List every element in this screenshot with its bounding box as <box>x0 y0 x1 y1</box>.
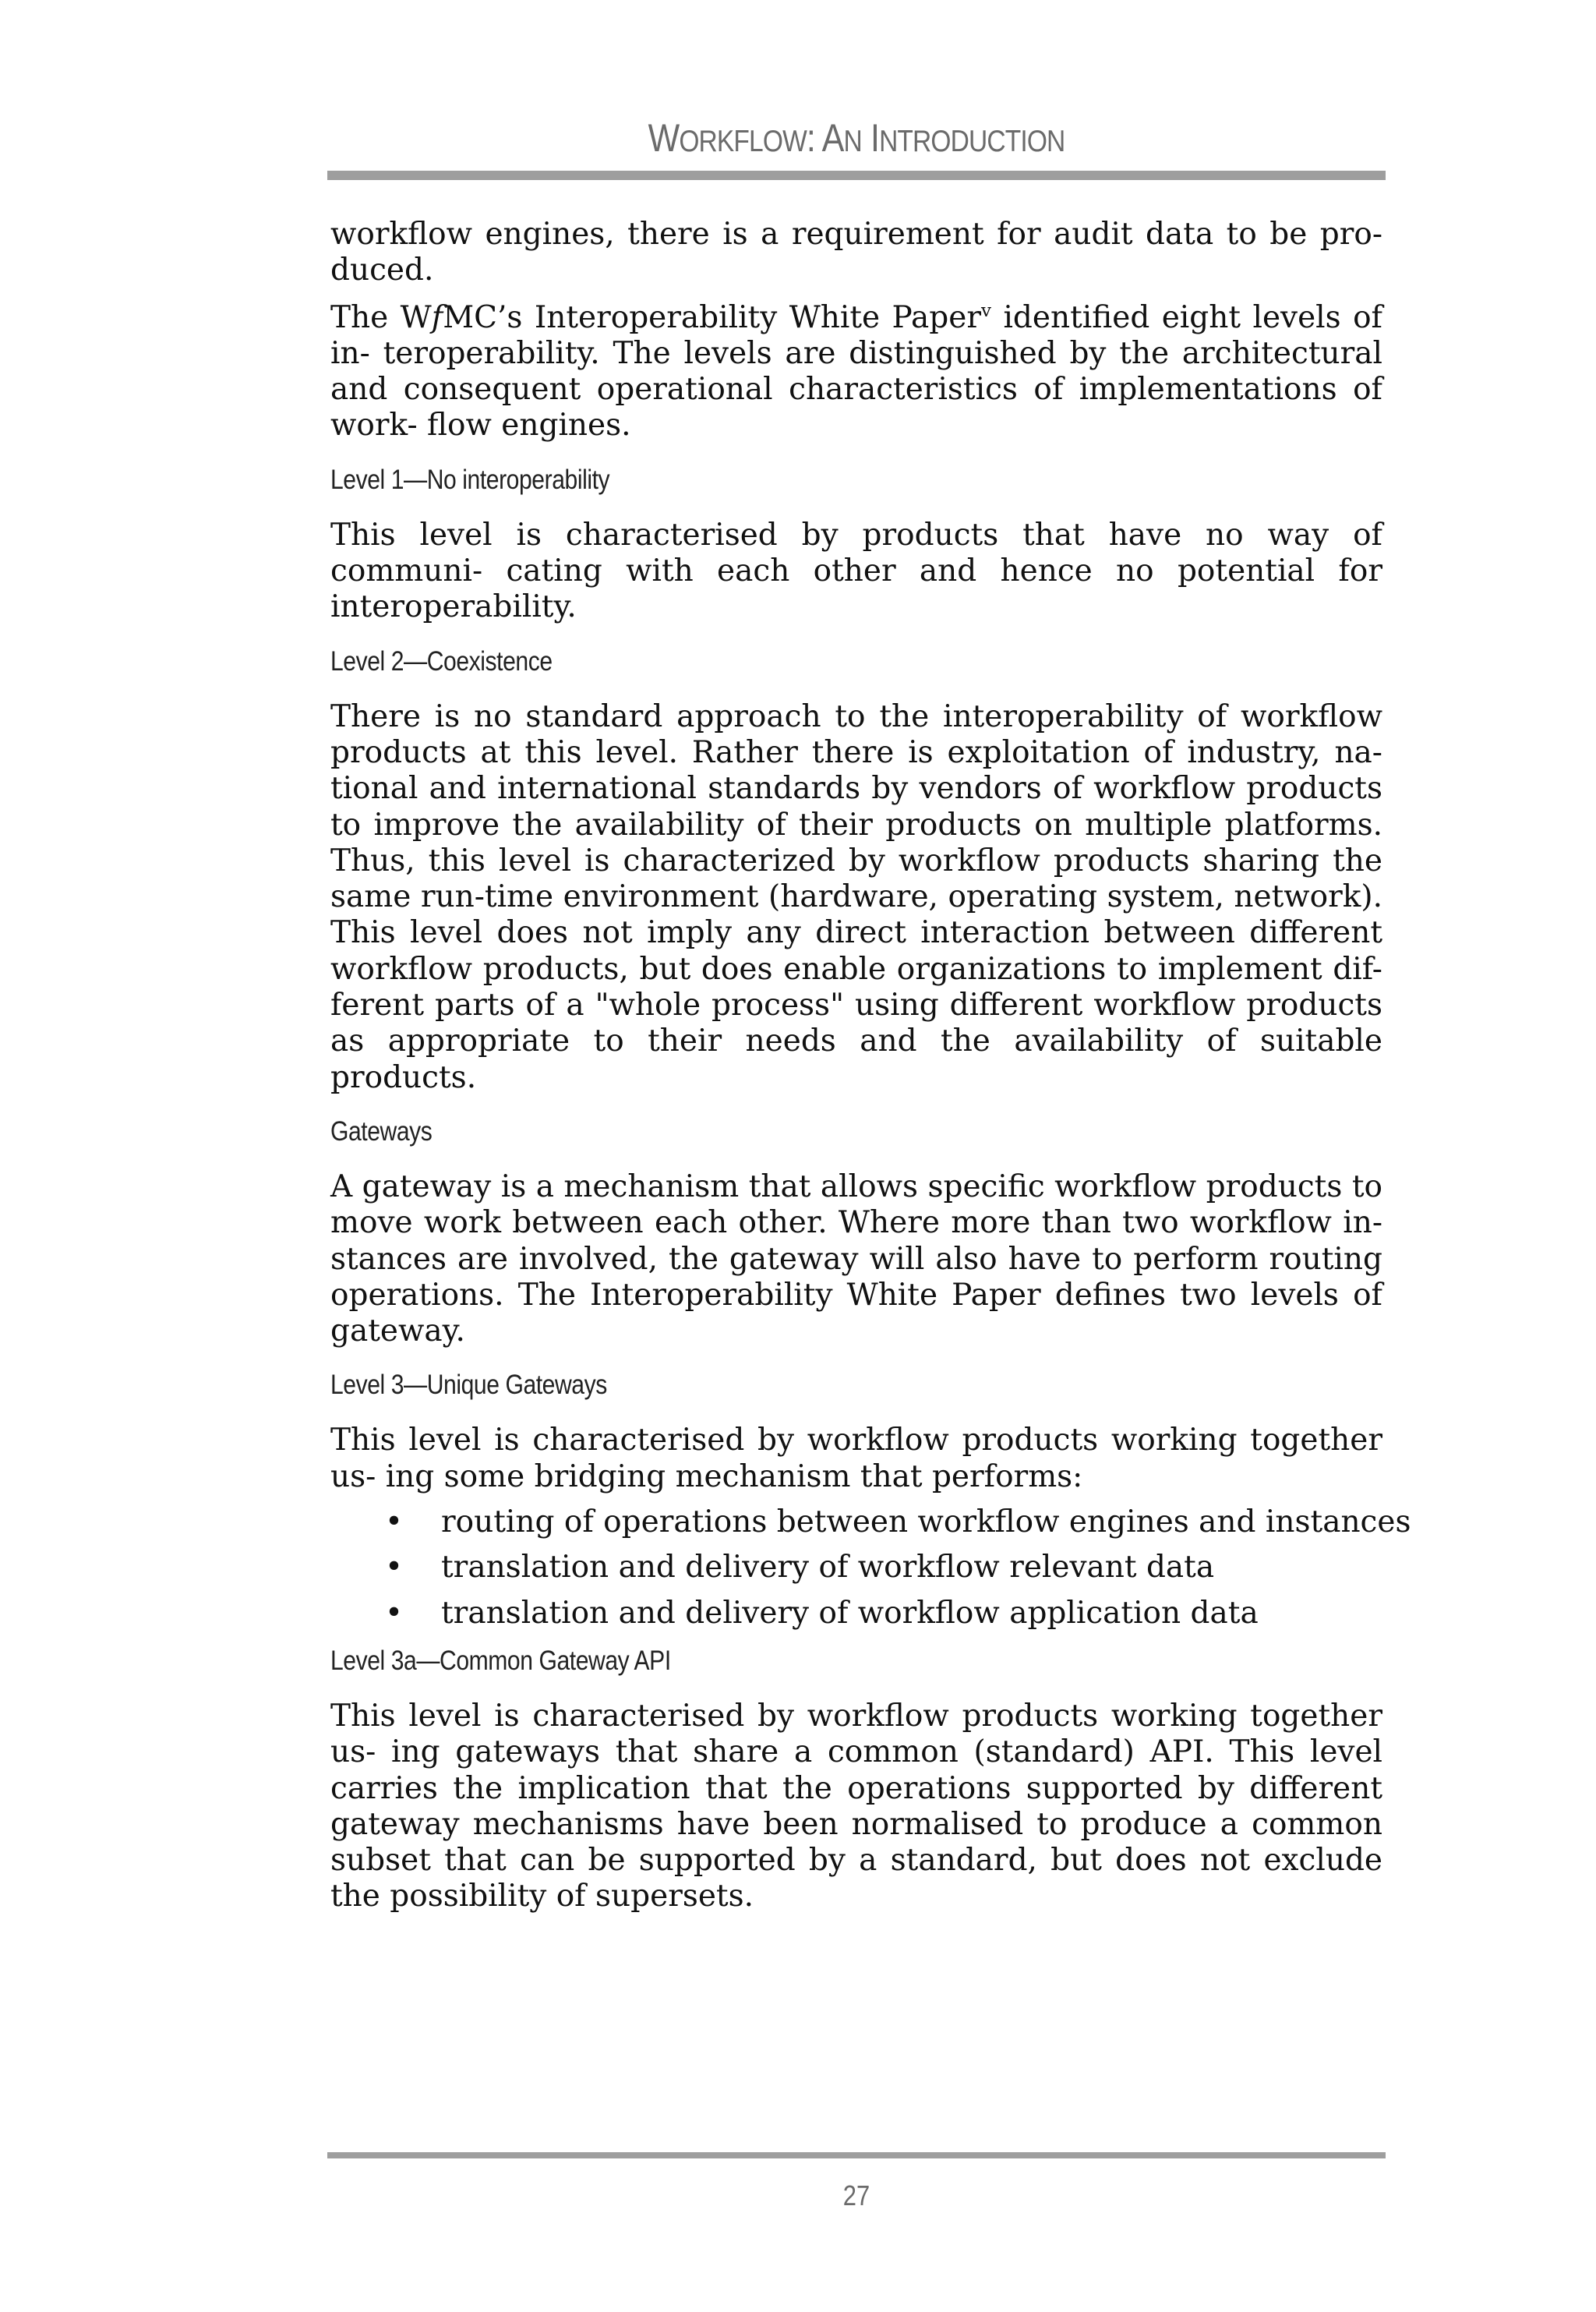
paragraph: There is no standard approach to the interoperability of workflow products at this level. Rather there is exploitation of industry, na- tional and international standards by vendors of workflow products to improve the availability of their products on multiple platforms. Thus, this level is characterized by workflow products sharing the same run-time environment (hardware, operating system, network). This level does not imply any direct interaction between different workflow products, but does enable organizations to implement dif- ferent parts of a "whole process" using different workflow products as appropriate to their needs and the availability of suitable products. <box>330 698 1382 1095</box>
page-number: 27 <box>842 2179 870 2211</box>
header-title-part: W <box>648 116 680 160</box>
section-heading: Level 2—Coexistence <box>330 645 553 677</box>
paragraph: This level is characterised by products that have no way of communi- cating with each other and hence no potential for interoperability. <box>330 517 1382 625</box>
list-item-text: translation and delivery of workflow application data <box>441 1595 1259 1631</box>
bullet-icon: • <box>385 1550 404 1586</box>
bullet-list <box>330 1504 1411 1631</box>
section-heading: Level 3a—Common Gateway API <box>330 1645 671 1676</box>
paragraph-text: The W <box>330 299 432 335</box>
section-heading: Level 3—Unique Gateways <box>330 1370 607 1401</box>
paragraph: This level is characterised by workflow products working together us- ing some bridging mechanism that performs: <box>330 1423 1382 1494</box>
section-heading: Gateways <box>330 1115 433 1147</box>
list-item-text: translation and delivery of workflow relevant data <box>441 1550 1215 1586</box>
paragraph <box>330 300 1382 444</box>
header-rule <box>327 171 1386 180</box>
list-item <box>330 1504 1411 1540</box>
paragraph-text: MC’s Interoperability White Paper <box>443 299 981 335</box>
paragraph: workflow engines, there is a requirement for audit data to be pro- duced. <box>330 217 1382 288</box>
paragraph: This level is characterised by workflow products working together us- ing gateways that share a common (standard) API. This level carries the implication that the operations supported by different gateway mechanisms have been normalised to produce a common subset that can be supported by a standard, but does not exclude the possibility of supersets. <box>330 1698 1382 1914</box>
header-title-part: I <box>870 116 880 160</box>
header-title-part: ORKFLOW <box>679 125 807 158</box>
header-title-part: : <box>806 116 822 160</box>
running-header <box>401 116 1312 160</box>
footer-rule <box>327 2152 1386 2158</box>
section-heading: Level 1—No interoperability <box>330 464 610 495</box>
header-title-part: NTRODUCTION <box>879 125 1065 158</box>
header-title-part: A <box>821 116 844 160</box>
bullet-icon: • <box>385 1595 404 1631</box>
list-item-text: routing of operations between workflow engines and instances <box>441 1504 1411 1540</box>
list-item <box>330 1550 1382 1586</box>
header-title-part: N <box>843 125 862 158</box>
footnote-marker: v <box>981 300 991 321</box>
paragraph-text: f <box>431 299 443 335</box>
paragraph: A gateway is a mechanism that allows specific workflow products to move work between each other. Where more than two workflow in- stances are involved, the gateway will also have to perform routing operations. The Interoperability White Paper defines two levels of gateway. <box>330 1168 1382 1349</box>
bullet-icon: • <box>385 1504 404 1540</box>
paragraph-text: identified eight levels of in- teroperability. The levels are distinguished by the architectural and consequent operational characteristics of implementations of work- flow engines. <box>330 299 1382 444</box>
list-item <box>330 1596 1382 1631</box>
page-body <box>330 217 1411 1915</box>
